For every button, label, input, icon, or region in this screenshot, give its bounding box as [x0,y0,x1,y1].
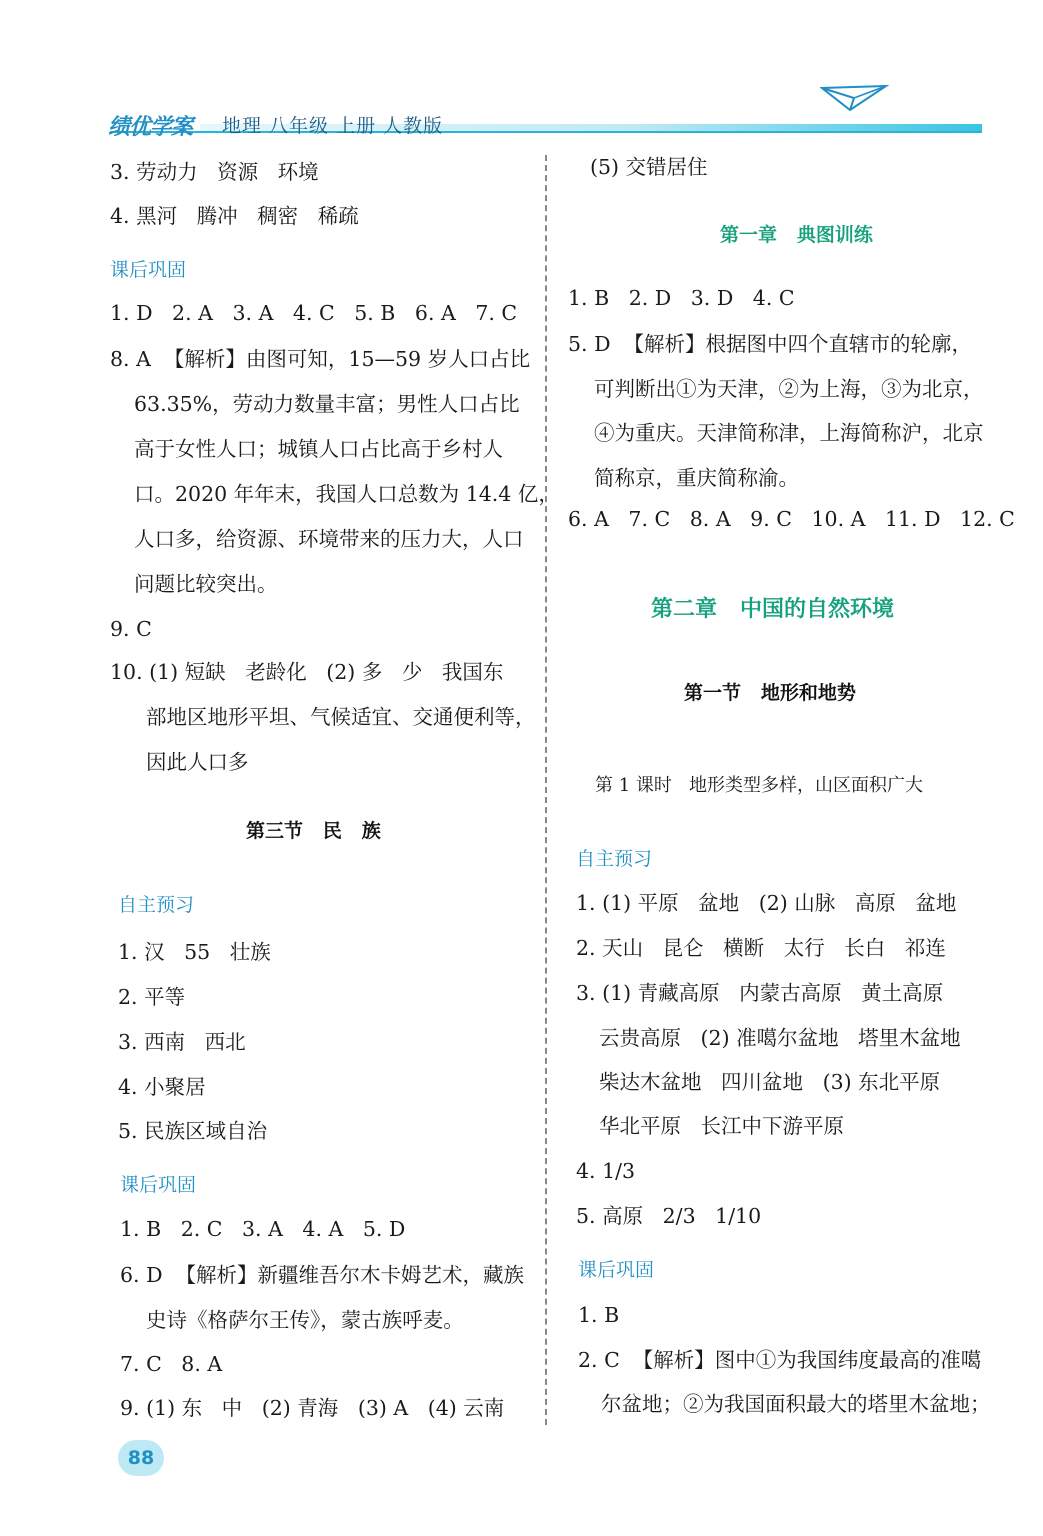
answer-line: 1. B [578,1303,620,1327]
section-heading: 课后巩固 [120,1174,197,1196]
answer-line: 问题比较突出。 [134,572,278,596]
answer-line: 云贵高原 (2) 准噶尔盆地 塔里木盆地 [599,1026,961,1050]
answer-line: 尔盆地；②为我国面积最大的塔里木盆地； [601,1392,991,1416]
section-heading: 自主预习 [576,848,653,870]
answer-line: 高于女性人口；城镇人口占比高于乡村人 [134,437,503,461]
chapter-heading: 第一章 典图训练 [720,224,873,246]
answer-line: 9. (1) 东 中 (2) 青海 (3) A (4) 云南 [120,1396,505,1420]
column-divider [545,155,547,1425]
answer-line: 1. (1) 平原 盆地 (2) 山脉 高原 盆地 [576,891,957,915]
answer-line: 5. D 【解析】根据图中四个直辖市的轮廓， [568,332,973,356]
answer-line: 3. (1) 青藏高原 内蒙古高原 黄土高原 [576,981,944,1005]
answer-line: 6. D 【解析】新疆维吾尔木卡姆艺术，藏族 [120,1263,525,1287]
brand-logo: 绩优学案 [108,115,193,140]
answer-line: 人口多，给资源、环境带来的压力大，人口 [134,527,524,551]
answer-line: 1. B 2. C 3. A 4. A 5. D [120,1217,406,1241]
answer-line: 可判断出①为天津，②为上海，③为北京， [594,377,984,401]
paper-plane-icon [820,80,890,116]
lesson-title: 第 1 课时 地形类型多样，山区面积广大 [595,775,924,796]
answer-line: 口。2020 年年末，我国人口总数为 14.4 亿， [134,482,559,506]
subject-label: 地理 八年级 上册 人教版 [222,115,444,137]
answer-line: 2. 平等 [118,985,186,1009]
page-number: 88 [118,1440,164,1476]
answer-line: 1. D 2. A 3. A 4. C 5. B 6. A 7. C [110,301,518,325]
answer-line: 因此人口多 [146,750,249,774]
answer-line: 2. 天山 昆仑 横断 太行 长白 祁连 [576,936,946,960]
answer-line: 5. 高原 2/3 1/10 [576,1204,762,1228]
answer-line: 7. C 8. A [120,1352,223,1376]
answer-line: 2. C 【解析】图中①为我国纬度最高的准噶 [578,1348,982,1372]
chapter-title: 第二章 中国的自然环境 [651,597,894,622]
answer-line: 3. 劳动力 资源 环境 [110,160,319,184]
answer-line: 6. A 7. C 8. A 9. C 10. A 11. D 12. C [568,507,1015,531]
section-title: 第三节 民 族 [246,820,381,842]
answer-line: 4. 1/3 [576,1159,636,1183]
section-heading: 课后巩固 [110,259,187,281]
section-heading: 课后巩固 [578,1259,655,1281]
answer-line: 史诗《格萨尔王传》，蒙古族呼麦。 [146,1308,464,1332]
answer-line: ④为重庆。天津简称津，上海简称沪，北京 [594,421,984,445]
answer-line: 63.35%，劳动力数量丰富；男性人口占比 [134,392,520,416]
answer-line: 9. C [110,617,152,641]
answer-line: 1. B 2. D 3. D 4. C [568,286,795,310]
answer-line: 华北平原 长江中下游平原 [599,1114,845,1138]
answer-line: 5. 民族区域自治 [118,1119,268,1143]
answer-line: 柴达木盆地 四川盆地 (3) 东北平原 [599,1070,941,1094]
answer-line: 部地区地形平坦、气候适宜、交通便利等， [146,705,536,729]
answer-line: 简称京，重庆简称渝。 [594,466,799,490]
section-heading: 自主预习 [118,894,195,916]
answer-line: 10. (1) 短缺 老龄化 (2) 多 少 我国东 [110,660,504,684]
answer-line: 4. 黑河 腾冲 稠密 稀疏 [110,204,359,228]
section-title: 第一节 地形和地势 [684,682,856,704]
answer-line: 1. 汉 55 壮族 [118,940,271,964]
answer-line: 3. 西南 西北 [118,1030,246,1054]
answer-line: 4. 小聚居 [118,1075,206,1099]
answer-line: 8. A 【解析】由图可知，15—59 岁人口占比 [110,347,531,371]
answer-line: (5) 交错居住 [590,155,708,179]
